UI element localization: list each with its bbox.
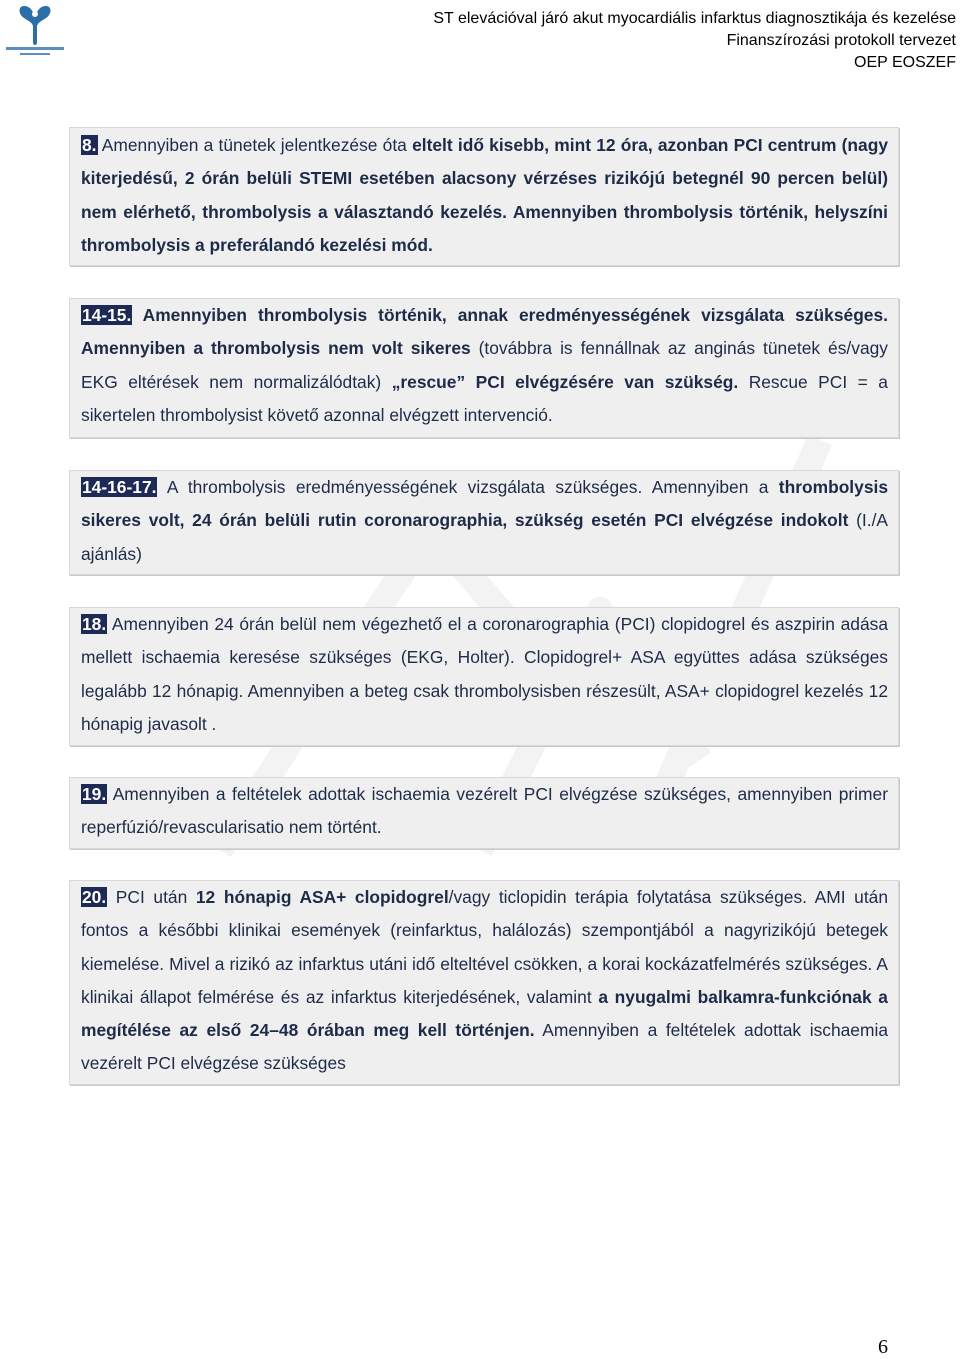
page-number: 6 bbox=[878, 1336, 888, 1358]
body-text: (I./A ajánlás) bbox=[81, 510, 889, 564]
section-14-16-17 bbox=[69, 470, 899, 575]
section-number-badge: 20. bbox=[82, 887, 107, 907]
section-paragraph bbox=[81, 471, 888, 571]
emphasized-text: a nyugalmi balkamra-funkciónak a megítélése az első 24–48 órában meg kell történjen. bbox=[81, 986, 888, 1041]
document-header bbox=[433, 8, 956, 74]
body-text: PCI után bbox=[107, 887, 196, 907]
section-number-badge: 18. bbox=[82, 614, 107, 634]
section-number-badge: 19. bbox=[82, 784, 107, 804]
logo-icon bbox=[2, 2, 68, 64]
emphasized-text: thrombolysis sikeres volt, 24 órán belüli rutin coronarographia, szükség esetén PCI elvégzése indokolt bbox=[81, 477, 888, 531]
emphasized-text: Amennyiben thrombolysis történik, annak eredményességének vizsgálata szükséges. Amennyiben a thrombolysis nem volt sikeres bbox=[81, 305, 888, 359]
section-paragraph bbox=[81, 608, 888, 741]
section-paragraph bbox=[81, 778, 888, 845]
section-18 bbox=[69, 607, 899, 746]
section-number-badge: 8. bbox=[82, 135, 97, 155]
header-organization: OEP EOSZEF bbox=[854, 54, 956, 71]
emphasized-text: 12 hónapig ASA+ clopidogrel bbox=[195, 887, 449, 907]
body-text: /vagy ticlopidin terápia folytatása szükséges. AMI után fontos a későbbi klinikai események (reinfarktus, halálozás) szempontjából a nagyrizikójú betegek kiemelése. Mivel a rizikó az infarktus utáni idő elteltével csökken, a korai kockázatfelmérés szükséges. A klinikai állapot felmérése és az infarktus kiterjedésének, valamint bbox=[81, 887, 889, 1007]
body-text: A thrombolysis eredményességének vizsgálata szükséges. Amennyiben a bbox=[157, 477, 779, 497]
section-8 bbox=[69, 127, 899, 266]
body-text: Amennyiben a feltételek adottak ischaemia vezérelt PCI elvégzése szükséges bbox=[81, 1020, 888, 1074]
body-text: Amennyiben a tünetek jelentkezése óta bbox=[97, 135, 413, 155]
section-20 bbox=[69, 880, 899, 1085]
section-14-15 bbox=[69, 298, 899, 438]
emphasized-text: eltelt idő kisebb, mint 12 óra, azonban PCI centrum (nagy kiterjedésű, 2 órán belüli STEMI esetében alacsony vérzéses rizikójú betegnél 90 percen belül) nem elérhető, thrombolysis a választandó kezelés. Amennyiben thrombolysis történik, helyszíni thrombolysis a preferálandó kezelési mód. bbox=[81, 135, 888, 255]
header-title: ST elevációval járó akut myocardiális infarktus diagnosztikája és kezelése bbox=[433, 10, 956, 27]
emphasized-text: „rescue” PCI elvégzésére van szükség. bbox=[391, 371, 739, 392]
header-subtitle: Finanszírozási protokoll tervezet bbox=[726, 32, 956, 49]
section-paragraph bbox=[81, 299, 888, 432]
body-text: (továbbra is fennállnak az anginás tünetek és/vagy EKG eltérések nem normalizálódtak) bbox=[81, 338, 888, 392]
section-19 bbox=[69, 777, 899, 849]
section-paragraph bbox=[81, 881, 888, 1081]
body-text: Amennyiben 24 órán belül nem végezhető el a coronarographia (PCI) clopidogrel és aszpirin adása mellett ischaemia keresése szükséges (EKG, Holter). Clopidogrel+ ASA együttes adása szükséges legalább 12 hónapig. Amennyiben a beteg csak thrombolysisben részesült, ASA+ clopidogrel kezelés 12 hónapig javasolt . bbox=[81, 614, 888, 734]
section-number-badge: 14-15. bbox=[82, 305, 132, 325]
body-text: Rescue PCI = a sikertelen thrombolysist követő azonnal elvégzett intervenció. bbox=[81, 371, 888, 425]
section-number-badge: 14-16-17. bbox=[82, 477, 157, 497]
section-paragraph bbox=[81, 129, 888, 262]
body-text: Amennyiben a feltételek adottak ischaemia vezérelt PCI elvégzése szükséges, amennyiben primer reperfúzió/revascularisatio nem történt. bbox=[81, 784, 888, 838]
